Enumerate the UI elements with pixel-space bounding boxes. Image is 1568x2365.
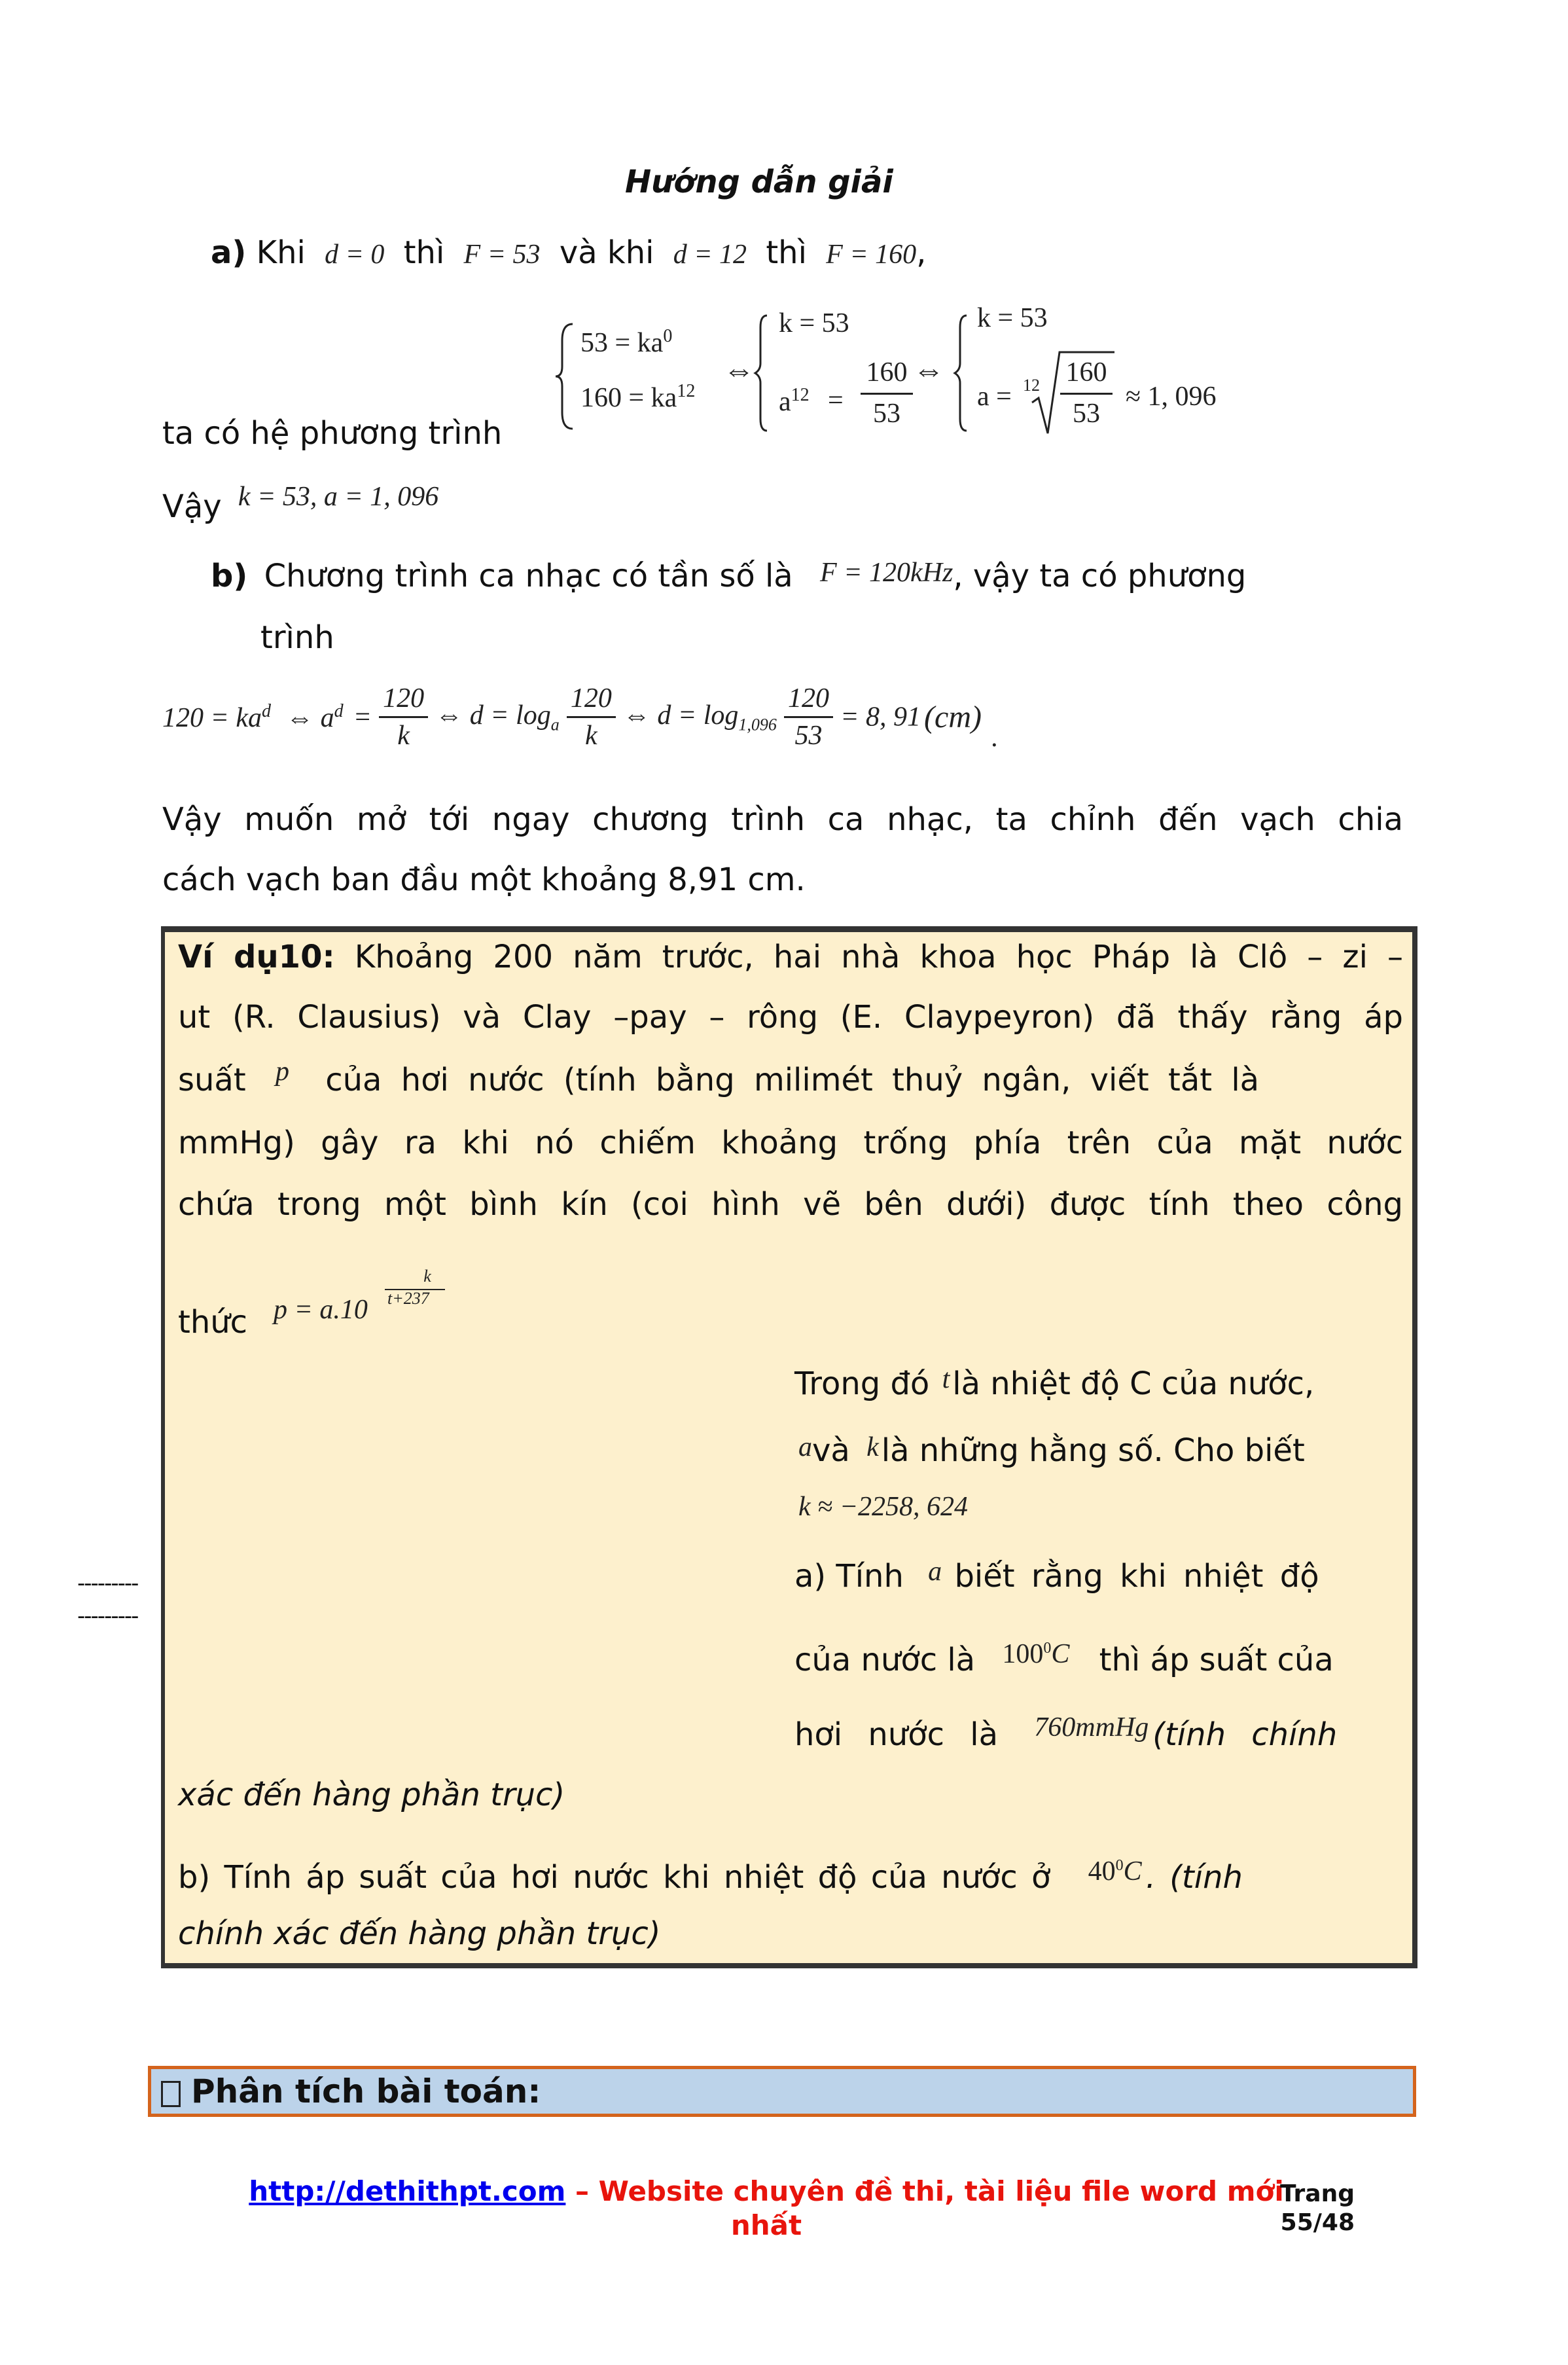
right-line-6: hơi nước là 760mmHg (tính chính — [794, 1712, 1338, 1753]
eq2-part-2: ⇔ $a^d$ — [286, 700, 344, 733]
example-line-1 — [178, 937, 1403, 977]
math-f160: F = 160 — [826, 240, 917, 270]
left-brace-icon — [553, 321, 579, 432]
text-comma: , — [916, 234, 927, 271]
sys-frac-den: 53 — [873, 399, 900, 429]
math-freq: F = 120kHz — [819, 558, 953, 588]
text-thi: thì — [403, 234, 445, 271]
math-f53: F = 53 — [463, 240, 541, 270]
text-vay: Vậy — [162, 488, 222, 525]
math-a-2: a — [928, 1557, 942, 1587]
example-line-7: xác đến hàng phần trục) — [178, 1777, 565, 1813]
math-100c: $100^0C$ — [1002, 1639, 1070, 1669]
math-t: t — [942, 1364, 950, 1394]
math-760mmhg: 760mmHg — [1034, 1712, 1149, 1742]
equation-system — [553, 303, 1221, 445]
sys-frac-bar — [861, 393, 913, 395]
margin-dashes: --------- --------- — [77, 1570, 138, 1629]
part-b-label: b) — [211, 558, 248, 594]
root-den: 53 — [1073, 399, 1100, 429]
eq2-part-5: ⇔ $d = \log_{1,096}$ — [622, 700, 777, 734]
bookmark-icon — [161, 2081, 181, 2107]
page-number — [1263, 2180, 1355, 2237]
equiv-symbol-2: ⇔ — [913, 353, 944, 388]
page-num: 55/48 — [1280, 2209, 1355, 2236]
right-line-3: k ≈ −2258, 624 — [798, 1492, 969, 1522]
eq2-result: = 8, 91 — [840, 702, 921, 732]
conclusion-line-1: Vậy muốn mở tới ngay chương trình ca nhạc, ta chỉnh đến vạch chia — [162, 801, 1403, 838]
eq2-eq: = — [353, 702, 372, 732]
sys-eq2: $160 = ka^{12}$ — [580, 381, 696, 413]
text-b-1: Chương trình ca nhạc có tần số là — [264, 558, 793, 594]
fraction-120-k-2: $\frac{120}{k}$ — [567, 681, 616, 753]
footer-link[interactable]: http://dethithpt.com — [249, 2175, 566, 2207]
footer — [194, 2175, 1339, 2243]
sys-eq1: $53 = ka^0$ — [580, 326, 673, 358]
right-line-5: của nước là $100^0C$ thì áp suất của — [794, 1639, 1334, 1678]
math-p: p — [275, 1056, 289, 1087]
root-index: 12 — [1023, 376, 1040, 395]
right-line-2: avà klà những hằng số. Cho biết — [798, 1432, 1305, 1469]
sys-k53: k = 53 — [779, 308, 849, 338]
root-num: 160 — [1065, 357, 1107, 388]
solution-title: Hướng dẫn giải — [625, 164, 893, 200]
example-line-4: mmHg) gây ra khi nó chiếm khoảng trống phía trên của mặt nước — [178, 1125, 1403, 1161]
math-a: a — [798, 1432, 812, 1462]
example-line-1-text: Khoảng 200 năm trước, hai nhà khoa học Pháp là Clô – zi – — [354, 939, 1404, 975]
fraction-120-53: $\frac{120}{53}$ — [784, 681, 833, 753]
sys-a12: $a^{12}$ — [779, 385, 810, 417]
math-40c: $40^0C$ — [1088, 1856, 1142, 1887]
math-d0: d = 0 — [325, 240, 385, 270]
bracket-icon-2 — [952, 308, 972, 439]
text-khi: Khi — [256, 234, 306, 271]
sys-k53-b: k = 53 — [977, 303, 1048, 333]
sys-eq-sign: = — [828, 386, 844, 416]
sys-a-eq: a = — [977, 382, 1012, 412]
sys-approx: ≈ 1, 096 — [1126, 382, 1217, 412]
log-equation — [162, 681, 999, 772]
conclusion-line-2: cách vạch ban đầu một khoảng 8,91 cm. — [162, 861, 806, 898]
eq2-part-1: $120 = ka^d$ — [162, 700, 271, 733]
part-b-line-2: trình — [260, 619, 334, 656]
example-part-b-2: chính xác đến hàng phần trục) — [178, 1915, 661, 1952]
part-a-label: a) — [211, 234, 247, 271]
fraction-120-k: $\frac{120}{k}$ — [379, 681, 428, 753]
text-thi-2: thì — [766, 234, 807, 271]
page-label: Trang — [1279, 2180, 1355, 2207]
footer-text: – Website chuyên đề thi, tài liệu file word mới — [565, 2175, 1284, 2207]
example-line-5: chứa trong một bình kín (coi hình vẽ bên dưới) được tính theo công — [178, 1186, 1403, 1223]
eq2-unit: (cm) — [924, 700, 982, 734]
example-label: Ví dụ10: — [178, 939, 335, 975]
text-b-2: , vậy ta có phương — [953, 558, 1247, 594]
example-line-2: ut (R. Clausius) và Clay –pay – rông (E. Claypeyron) đã thấy rằng áp — [178, 999, 1403, 1036]
math-result: k = 53, a = 1, 096 — [238, 482, 439, 512]
part-b-line — [211, 556, 1403, 598]
equiv-symbol-1: ⇔ — [723, 353, 755, 388]
example-line-6: thức — [178, 1304, 248, 1341]
math-k: k — [866, 1432, 879, 1462]
analysis-title: Phân tích bài toán: — [191, 2072, 541, 2110]
eq2-dot: . — [991, 723, 999, 753]
right-line-4: a) Tính a biết rằng khi nhiệt độ — [794, 1557, 1319, 1595]
part-a-line — [211, 233, 926, 274]
math-d12: d = 12 — [673, 240, 747, 270]
sys-frac-num: 160 — [866, 357, 908, 388]
bracket-icon-1 — [753, 308, 772, 439]
system-intro: ta có hệ phương trình — [162, 415, 503, 452]
result-line — [162, 482, 439, 528]
footer-text-2: nhất — [730, 2209, 802, 2241]
example-part-b-1: b) Tính áp suất của hơi nước khi nhiệt độ của nước ở $40^0C$ . (tính — [178, 1856, 1243, 1896]
root-frac-bar — [1060, 393, 1113, 395]
right-line-1: Trong đó tlà nhiệt độ C của nước, — [794, 1364, 1315, 1402]
eq2-part-4: ⇔ $d = \log_a$ — [435, 700, 560, 734]
example-line-3: suất p của hơi nước (tính bằng milimét thuỷ ngân, viết tắt là — [178, 1056, 1260, 1098]
analysis-title-row — [161, 2070, 541, 2112]
text-va-khi: và khi — [559, 234, 654, 271]
